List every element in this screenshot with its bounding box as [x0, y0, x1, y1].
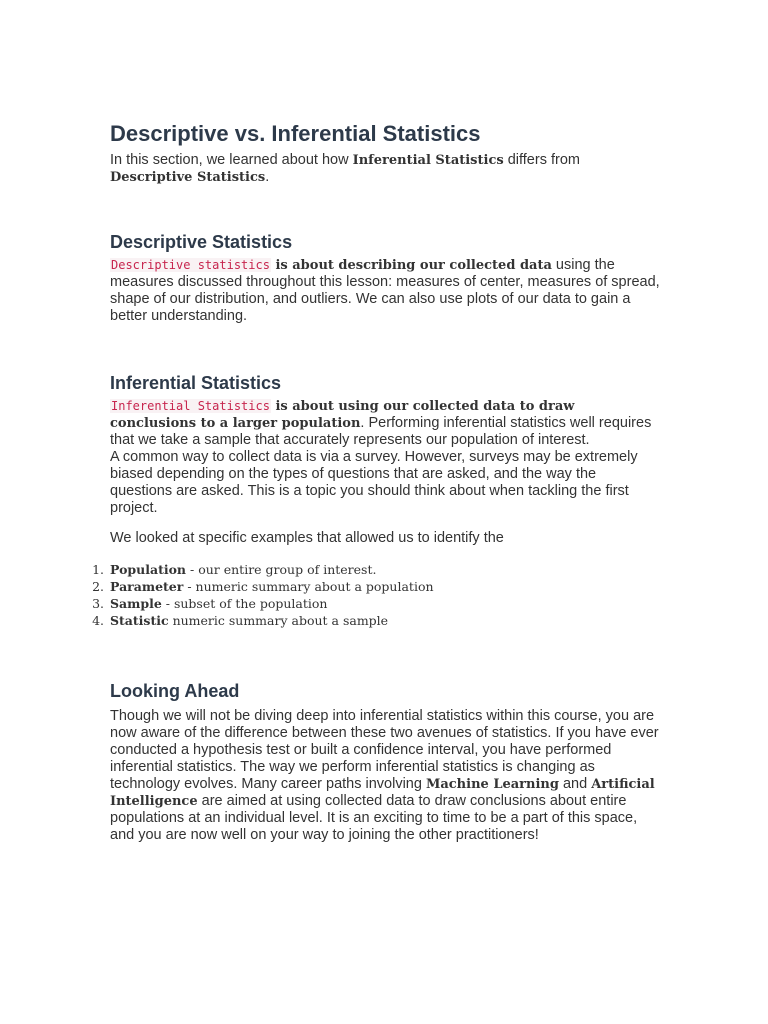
inferential-text: . Performing inferential statistics well requires that we take a sample that accurately represents our population of interest. [110, 415, 652, 448]
examples-paragraph: We looked at specific examples that allowed us to identify the [110, 530, 504, 546]
survey-paragraph: A common way to collect data is via a survey. However, surveys may be extremely biased depending on the types of questions that are asked, and the way the questions are asked. This is a topic you should think about when tackling the first project. [110, 449, 638, 516]
document-page [92, 120, 660, 844]
ahead-text-3: are aimed at using collected data to draw conclusions about entire populations at an individual level. It is an exciting to time to be a part of this space, and you are now well on your way to joining the other practitioners! [110, 793, 638, 843]
list-description: - numeric summary about a population [183, 579, 434, 594]
page-title: Descriptive vs. Inferential Statistics [110, 121, 481, 146]
descriptive-bold-text: is about describing our collected data [270, 258, 552, 273]
intro-text-2: differs from [503, 152, 580, 168]
terms-list [92, 561, 660, 629]
inferential-bold-text: is about using our collected data to draw conclusions to a larger population [110, 399, 575, 431]
intro-text-3: . [265, 169, 270, 185]
inferential-code-term: Inferential Statistics [111, 399, 270, 413]
inferential-heading: Inferential Statistics [110, 373, 282, 393]
descriptive-heading: Descriptive Statistics [110, 232, 293, 252]
ahead-text-1: Though we will not be diving deep into inferential statistics within this course, you are now aware of the difference between these two avenues of statistics. If you have ever conducted a hypothesis test or built a confidence interval, you have performed inferential statistics. The way we perform inferential statistics is changing as technology evolves. Many career paths involving [110, 708, 659, 792]
list-item [92, 595, 660, 612]
intro-paragraph [110, 152, 660, 186]
list-term: Parameter [110, 579, 184, 594]
ahead-bold-machine-learning: Machine Learning [425, 777, 559, 792]
looking-ahead-paragraph [110, 708, 660, 844]
intro-text-1: In this section, we learned about how [110, 152, 353, 168]
descriptive-paragraph [110, 257, 660, 325]
ahead-text-2: and [558, 776, 592, 792]
list-number: 4. [92, 613, 104, 628]
list-description: - subset of the population [161, 596, 328, 611]
list-number: 3. [92, 596, 104, 611]
list-item [92, 578, 660, 595]
list-number: 1. [92, 562, 104, 577]
looking-ahead-heading: Looking Ahead [110, 681, 240, 701]
intro-bold-descriptive: Descriptive Statistics [110, 170, 266, 185]
list-description: - our entire group of interest. [186, 562, 377, 577]
inferential-paragraph [110, 398, 660, 449]
intro-bold-inferential: Inferential Statistics [352, 153, 504, 168]
list-number: 2. [92, 579, 104, 594]
descriptive-text: using the measures discussed throughout this lesson: measures of center, measures of spread, shape of our distribution, and outliers. We can also use plots of our data to gain a better understanding. [110, 257, 660, 324]
list-term: Sample [110, 596, 162, 611]
descriptive-code-term: Descriptive statistics [111, 258, 270, 272]
list-item [92, 612, 660, 629]
list-term: Population [110, 562, 187, 577]
ahead-bold-ai: Artificial Intelligence [110, 777, 655, 809]
list-description: numeric summary about a sample [168, 613, 389, 628]
list-item [92, 561, 660, 578]
list-term: Statistic [110, 613, 169, 628]
